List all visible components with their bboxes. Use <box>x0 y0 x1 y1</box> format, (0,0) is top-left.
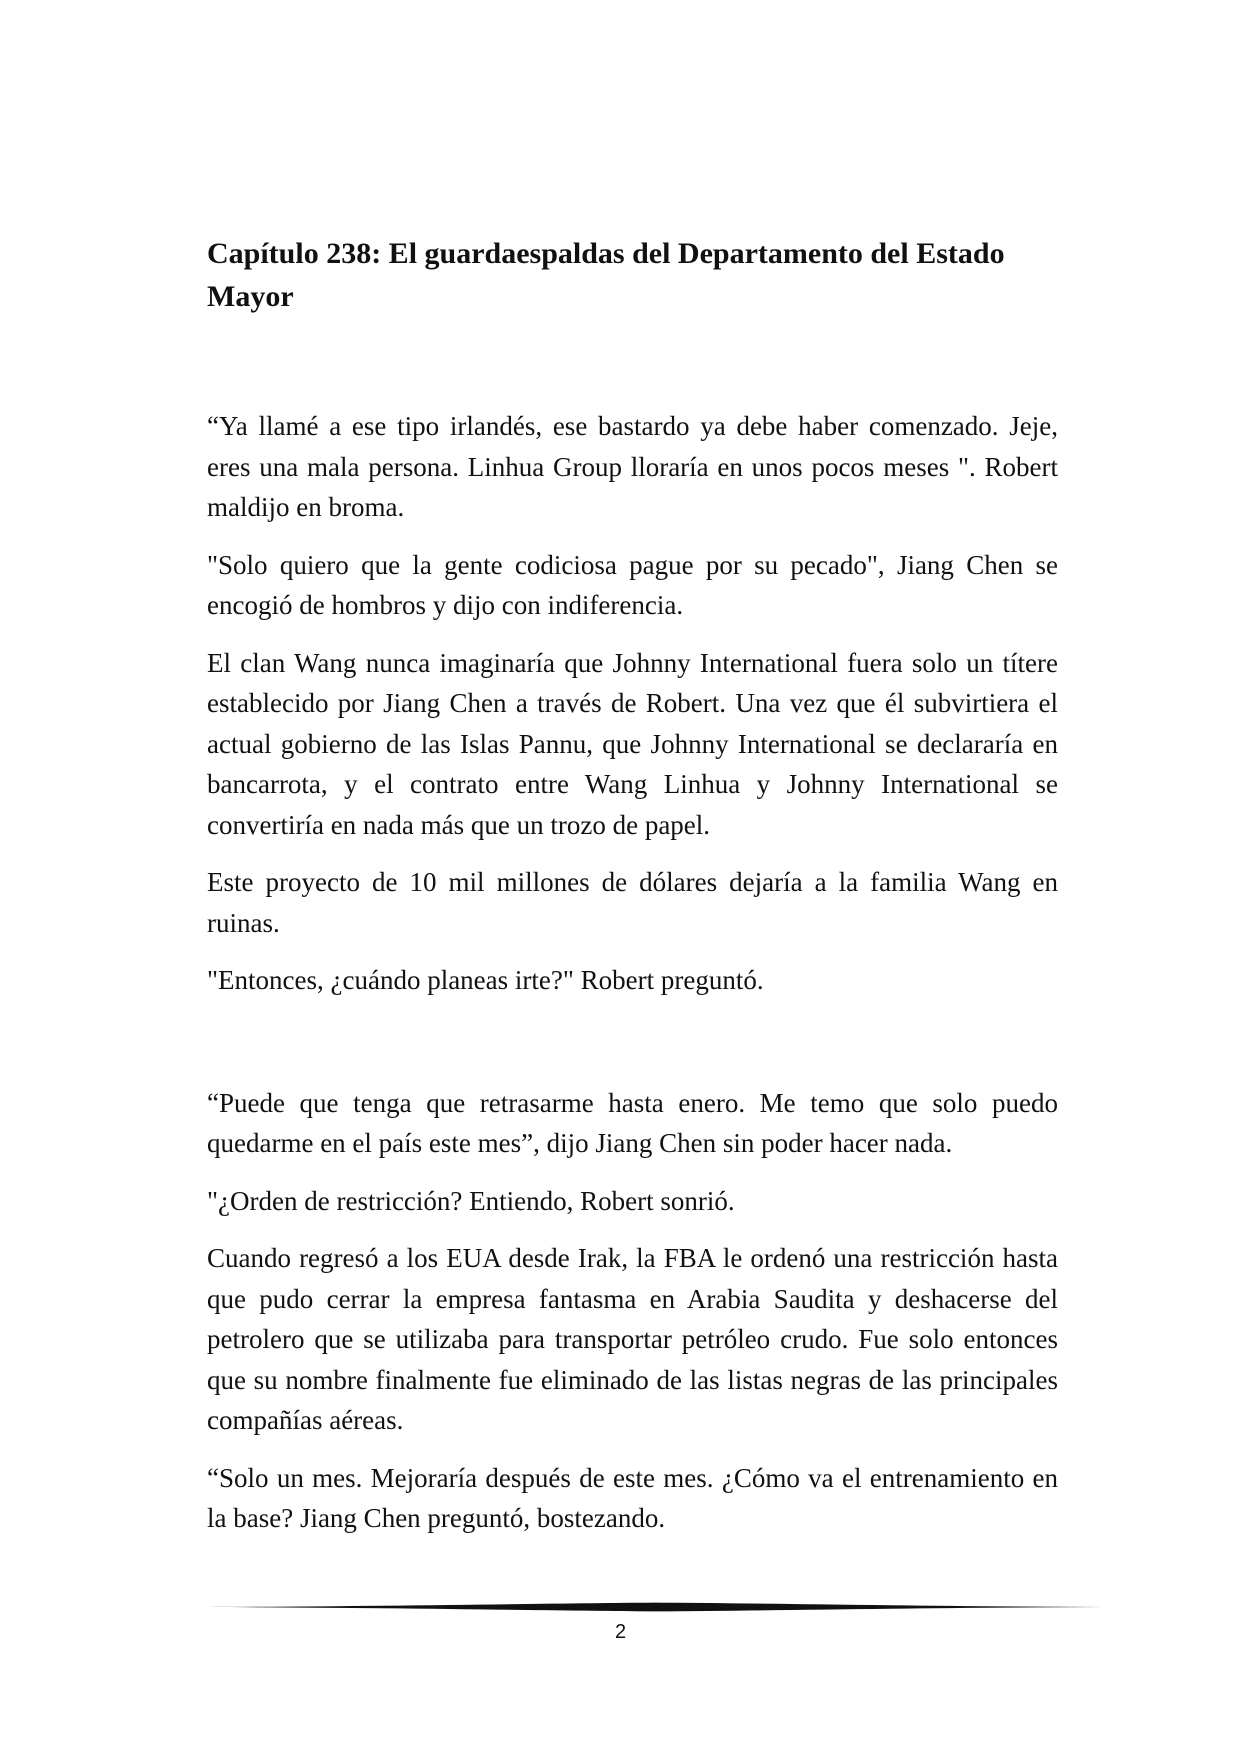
page-content <box>207 232 1058 1556</box>
paragraph: "Entonces, ¿cuándo planeas irte?" Robert preguntó. <box>207 965 764 995</box>
paragraph: “Solo un mes. Mejoraría después de este mes. ¿Cómo va el entrenamiento en la base? Jiang Chen preguntó, bostezando. <box>207 1462 1058 1533</box>
paragraph: “Ya llamé a ese tipo irlandés, ese bastardo ya debe haber comenzado. Jeje, eres una mala persona. Linhua Group lloraría en unos pocos meses ". Robert maldijo en broma. <box>207 411 1058 522</box>
paragraph: "Solo quiero que la gente codiciosa pague por su pecado", Jiang Chen se encogió de hombros y dijo con indiferencia. <box>207 549 1058 620</box>
chapter-title: Capítulo 238: El guardaespaldas del Departamento del Estado Mayor <box>207 237 1005 313</box>
paragraph: “Puede que tenga que retrasarme hasta enero. Me temo que solo puedo quedarme en el país este mes”, dijo Jiang Chen sin poder hacer nada. <box>207 1087 1058 1158</box>
paragraph: Cuando regresó a los EUA desde Irak, la FBA le ordenó una restricción hasta que pudo cerrar la empresa fantasma en Arabia Saudita y deshacerse del petrolero que se utilizaba para transportar petróleo crudo. Fue solo entonces que su nombre finalmente fue eliminado de las listas negras de las principales compañías aéreas. <box>207 1243 1058 1435</box>
page-number: 2 <box>614 1621 627 1643</box>
paragraph: "¿Orden de restricción? Entiendo, Robert sonrió. <box>207 1185 735 1216</box>
paragraph: Este proyecto de 10 mil millones de dólares dejaría a la familia Wang en ruinas. <box>207 867 1058 938</box>
paragraph: El clan Wang nunca imaginaría que Johnny International fuera solo un títere establecido por Jiang Chen a través de Robert. Una vez que él subvirtiera el actual gobierno de las Islas Pannu, que Johnny International se declararía en bancarrota, y el contrato entre Wang Linhua y Johnny International se convertiría en nada más que un trozo de papel. <box>207 647 1058 840</box>
footer-divider <box>207 1601 1103 1613</box>
